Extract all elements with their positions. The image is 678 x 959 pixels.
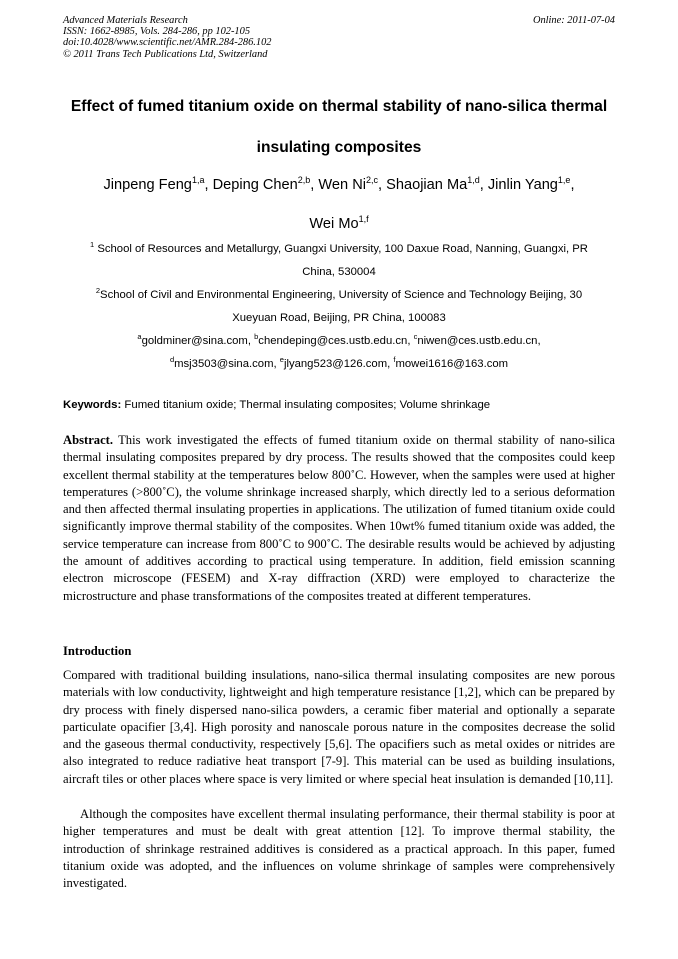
abstract <box>63 432 615 605</box>
author-affiliation-sup: 1,d <box>467 175 480 185</box>
author-name: Wen Ni <box>318 177 366 193</box>
author-name: Deping Chen <box>212 177 298 193</box>
email-address[interactable]: mowei1616@163.com <box>395 358 509 370</box>
affiliation-1-sup: 1 <box>90 240 95 249</box>
author-separator: , <box>570 177 575 193</box>
email-address[interactable]: msj3503@sina.com, <box>174 358 280 370</box>
author-affiliation-sup: 1,f <box>358 214 369 224</box>
author-name: Jinpeng Feng <box>103 177 192 193</box>
paper-title <box>30 86 648 168</box>
introduction-paragraph-2: Although the composites have excellent thermal insulating performance, their thermal stability is poor at higher temperatures and must be dealt with great attention [12]. To improve thermal stability, the introduction of shrinkage restrained additives is considered as a practical approach. In this paper, fumed titanium oxide was adopted, and the influences on volume shrinkage of samples were comprehensively investigated. <box>63 807 615 891</box>
affiliation-1-line-2: China, 530004 <box>302 266 376 278</box>
author-separator: , <box>378 177 387 193</box>
author-list <box>30 166 648 244</box>
journal-name: Advanced Materials Research <box>63 15 188 26</box>
author-name: Jinlin Yang <box>487 177 558 193</box>
issn-line: ISSN: 1662-8985, Vols. 284-286, pp 102-105 <box>63 26 251 38</box>
email-address[interactable]: niwen@ces.ustb.edu.cn, <box>417 335 541 347</box>
email-sup: b <box>254 332 259 341</box>
keywords-label: Keywords: <box>63 399 122 411</box>
affiliation-2-sup: 2 <box>95 286 101 295</box>
copyright-line: © 2011 Trans Tech Publications Ltd, Switzerland <box>63 48 268 60</box>
email-sup: d <box>169 355 175 364</box>
introduction-paragraph-1: Compared with traditional building insulations, nano-silica thermal insulating composites are new porous materials with low conductivity, lightweight and high temperature resistance [1,2], which can be prepared by dry process with finely dispersed nano-silica powders, a ceramic fiber material and optionally a separate particulate opacifier [3,4]. High porosity and nanoscale porous nature in the composites decrease the solid and the gaseous thermal conductivity, respectively [5,6]. The opacifiers such as metal oxides or nitrides are also integrated to reduce radiative heat transport [7-9]. This material can be used as building insulations, aircraft tiles or other places where space is very limited or where special heat insulation is demanded [10,11]. <box>63 668 615 786</box>
title-line-2: insulating composites <box>256 139 422 156</box>
affiliation-2-line-2: Xueyuan Road, Beijing, PR China, 100083 <box>232 312 446 324</box>
author-name: Shaojian Ma <box>386 177 468 193</box>
email-address[interactable]: jlyang523@126.com, <box>283 358 394 370</box>
affiliation-2-line-1 <box>30 284 648 307</box>
email-address[interactable]: chendeping@ces.ustb.edu.cn, <box>258 335 414 347</box>
author-line-1 <box>30 166 648 205</box>
affiliation-1-line-1 <box>30 238 648 261</box>
email-list <box>30 330 648 376</box>
author-separator: , <box>310 177 319 193</box>
doi-line: doi:10.4028/www.scientific.net/AMR.284-286.102 <box>63 37 272 49</box>
affiliation-2-text: School of Civil and Environmental Engineering, University of Science and Technology Beijing, 30 <box>100 289 583 301</box>
abstract-text: This work investigated the effects of fumed titanium oxide on thermal stability of nano-silica thermal insulating composites prepared by dry process. The results showed that the composites could keep excellent thermal stability at the temperatures below 800˚C. However, when the samples were used at higher temperatures (>800˚C), the volume shrinkage increased sharply, which directly led to a serious deformation and then affected thermal insulating properties in applications. The utilization of fumed titanium oxide could significantly improve thermal stability of the composites. When 10wt% fumed titanium oxide was added, the service temperature can increase from 800˚C to 900˚C. The desirable results would be achieved by adjusting the amount of additives according to practical using temperature. In addition, field emission scanning electron microscope (FESEM) and X-ray diffraction (XRD) were employed to characterize the microstructure and phase transformations of the composites treated at different temperatures. <box>63 433 615 603</box>
author-name: Wei Mo <box>309 216 359 232</box>
keywords <box>63 398 623 412</box>
email-address[interactable]: goldminer@sina.com, <box>141 335 255 347</box>
author-affiliation-sup: 1,a <box>191 175 205 185</box>
email-line-2 <box>30 353 648 376</box>
author-affiliation-sup: 1,e <box>557 175 571 185</box>
affiliation-2 <box>30 284 648 330</box>
abstract-label: Abstract. <box>63 433 114 447</box>
title-line-1: Effect of fumed titanium oxide on thermal stability of nano-silica thermal <box>70 98 608 115</box>
author-separator: , <box>479 177 488 193</box>
email-sup: a <box>137 332 142 341</box>
section-heading-introduction: Introduction <box>63 644 132 658</box>
email-sup: e <box>279 355 284 364</box>
author-affiliation-sup: 2,b <box>297 175 311 185</box>
journal-info <box>63 15 271 60</box>
keywords-text: Fumed titanium oxide; Thermal insulating composites; Volume shrinkage <box>121 399 491 411</box>
email-line-1 <box>30 330 648 353</box>
email-sup: f <box>393 355 396 364</box>
author-affiliation-sup: 2,c <box>365 175 378 185</box>
online-date: Online: 2011-07-04 <box>532 15 615 26</box>
affiliation-1-text: School of Resources and Metallurgy, Guangxi University, 100 Daxue Road, Nanning, Guangxi, PR <box>94 243 588 255</box>
affiliation-1 <box>30 238 648 284</box>
email-sup: c <box>413 332 418 341</box>
author-separator: , <box>204 177 213 193</box>
